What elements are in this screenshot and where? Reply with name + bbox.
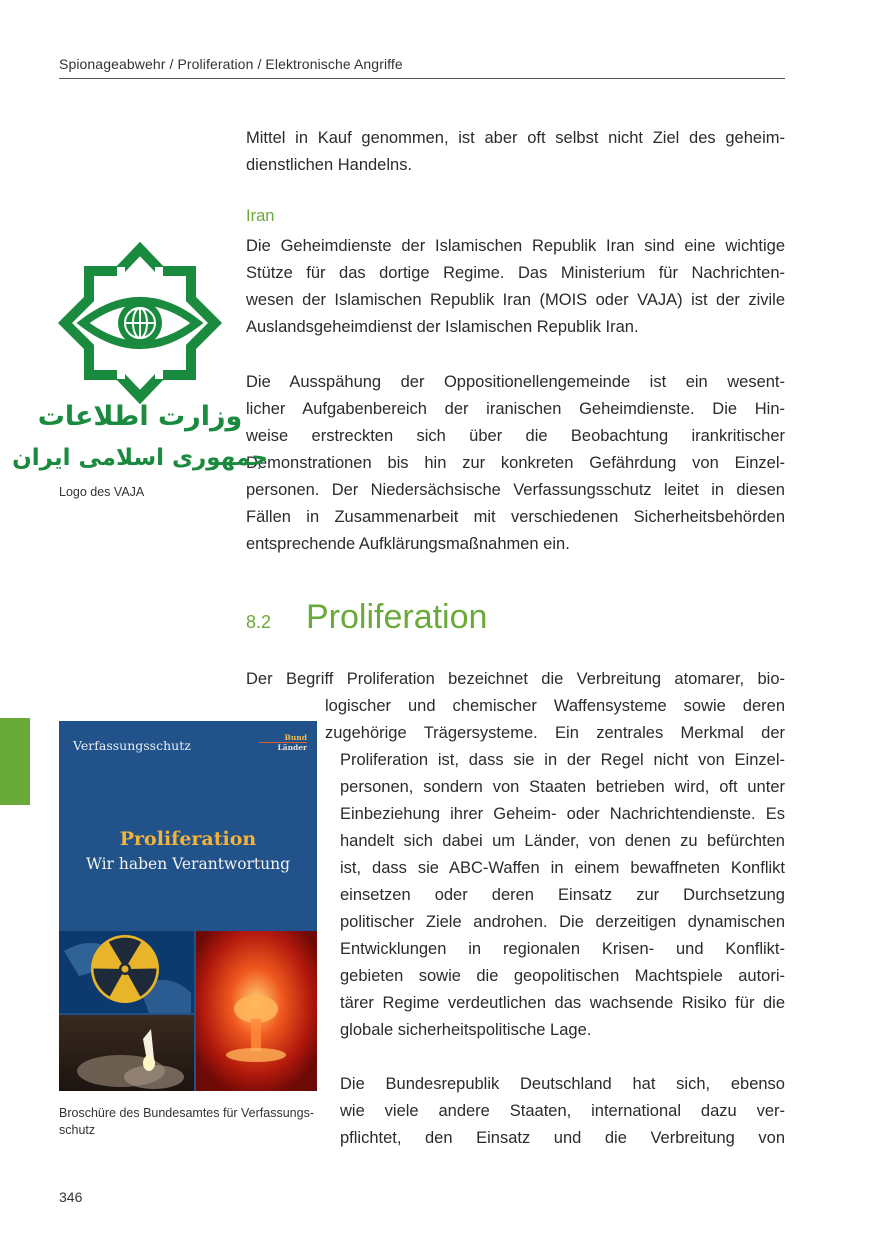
- text-line: Der Begriff Proliferation bezeichnet die Verbreitung atomarer, bio-: [246, 670, 785, 688]
- text-line: Proliferation ist, dass sie in der Regel nicht von Einzel-: [340, 751, 785, 769]
- text-line: handelt sich dabei um Länder, von denen zu befürchten: [340, 832, 785, 850]
- caption-line: schutz: [59, 1123, 96, 1137]
- caption-line: Broschüre des Bundesamtes für Verfassungs-: [59, 1106, 314, 1120]
- text-line: Stütze für das dortige Regime. Das Ministerium für Nachrichten-: [246, 264, 785, 282]
- section-title: Proliferation: [306, 598, 488, 636]
- text-line: globale sicherheitspolitische Lage.: [340, 1021, 592, 1039]
- brochure-top-label: Verfassungsschutz: [73, 738, 191, 753]
- running-header: Spionageabwehr / Proliferation / Elektronische Angriffe: [59, 56, 403, 72]
- text-line: einsetzen oder deren Einsatz zur Durchsetzung: [340, 886, 785, 904]
- text-line: Demonstrationen bis hin zur konkreten Gefährdung von Einzel-: [246, 454, 785, 472]
- text-line: wie viele andere Staaten, international dazu ver-: [340, 1102, 785, 1120]
- text-line: Einbeziehung ihrer Geheim- oder Nachrichtendienste. Es: [340, 805, 785, 823]
- logo-arabic-line-2: جمهوری اسلامی ایران: [12, 445, 268, 471]
- text-line: Auslandsgeheimdienst der Islamischen Republik Iran.: [246, 318, 639, 336]
- text-line: dienstlichen Handelns.: [246, 156, 413, 174]
- brochure-title: Proliferation: [119, 828, 257, 850]
- text-line: zugehörige Trägersysteme. Ein zentrales Merkmal der: [325, 724, 785, 742]
- text-line: entsprechende Aufklärungsmaßnahmen ein.: [246, 535, 570, 553]
- text-line: wesen der Islamischen Republik Iran (MOIS oder VAJA) ist der zivile: [246, 291, 785, 309]
- text-line: tärer Regime verdeutlichen das wachsende Risiko für die: [340, 994, 785, 1012]
- text-line: Die Ausspähung der Oppositionellengemeinde ist ein wesent-: [246, 373, 785, 391]
- brochure-subtitle: Wir haben Verantwortung: [85, 855, 291, 873]
- proliferation-paragraph-1-cont: [340, 747, 785, 1044]
- text-line: logischer und chemischer Waffensysteme sowie deren: [325, 697, 785, 715]
- text-line: gebieten sowie die geopolitischen Machtspiele autori-: [340, 967, 785, 985]
- text-line: personen. Der Niedersächsische Verfassungsschutz leitet in diesen: [246, 481, 785, 499]
- brochure-cover: [59, 721, 317, 1091]
- text-line: Die Geheimdienste der Islamischen Republik Iran sind eine wichtige: [246, 237, 785, 255]
- badge-line-1: Bund: [284, 733, 307, 742]
- text-line: politischer Ziele androhen. Die derzeitigen dynamischen: [340, 913, 785, 931]
- header-rule: [59, 78, 785, 79]
- iran-paragraph-2: [246, 369, 785, 558]
- text-line: licher Aufgabenbereich der iranischen Geheimdienste. Die Hin-: [246, 400, 785, 418]
- badge-line-2: Länder: [259, 742, 307, 752]
- page-number: 346: [59, 1189, 83, 1205]
- logo-caption: Logo des VAJA: [59, 485, 145, 499]
- brochure-badge: [259, 733, 307, 755]
- text-line: personen, sondern von Staaten betrieben wird, oft unter: [340, 778, 785, 796]
- text-line: ist, dass sie ABC-Waffen in einem bewaffneten Konflikt: [340, 859, 785, 877]
- brochure-caption: [59, 1105, 329, 1139]
- chapter-side-tab: [0, 718, 30, 805]
- vaja-logo: [12, 243, 268, 475]
- proliferation-first-line: [246, 666, 785, 693]
- text-line: Fällen in Zusammenarbeit mit verschiedenen Sicherheitsbehörden: [246, 508, 785, 526]
- logo-arabic-line-1: وزارت اطلاعات: [37, 401, 243, 432]
- brochure-photo-collage: [59, 931, 317, 1091]
- intro-paragraph: [246, 125, 785, 179]
- proliferation-paragraph-2: [340, 1071, 785, 1152]
- text-line: Mittel in Kauf genommen, ist aber oft selbst nicht Ziel des geheim-: [246, 129, 785, 147]
- section-number: 8.2: [246, 612, 272, 632]
- iran-heading: Iran: [246, 207, 275, 225]
- text-line: pflichtet, den Einsatz und die Verbreitung von: [340, 1129, 785, 1147]
- text-line: weise erstreckten sich über die Beobachtung irankritischer: [246, 427, 785, 445]
- text-line: Entwicklungen in regionalen Krisen- und Konflikt-: [340, 940, 785, 958]
- text-line: Die Bundesrepublik Deutschland hat sich, ebenso: [340, 1075, 785, 1093]
- iran-paragraph-1: [246, 233, 785, 341]
- proliferation-paragraph-1: [325, 693, 785, 747]
